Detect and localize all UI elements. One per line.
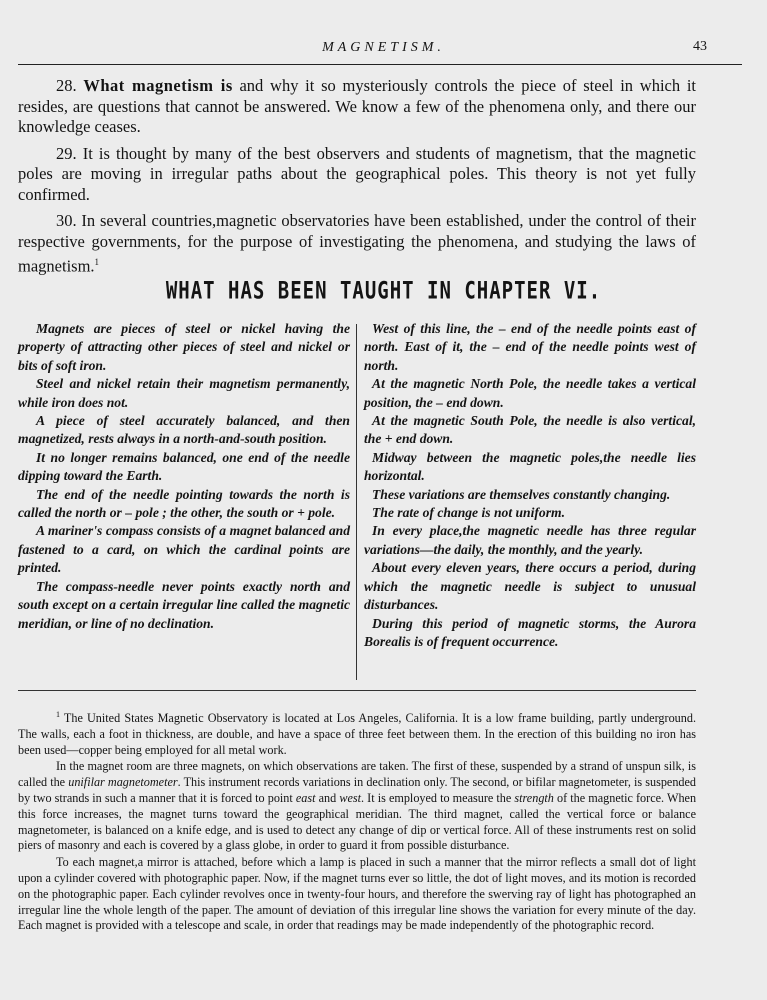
summary-item: A mariner's compass consists of a magnet balanced and fastened to a card, on which the cardinal points are printed. (18, 523, 350, 576)
column-divider (356, 324, 357, 680)
paragraph-29: 29. It is thought by many of the best observers and students of magnetism, that the magnetic poles are moving in irregular paths about the geographical poles. This theory is not yet fully confirmed. (18, 143, 696, 204)
summary-item: The compass-needle never points exactly north and south except on a certain irregular line called the magnetic meridian, or line of no declination. (18, 578, 350, 631)
footnote-2-text-d: of the magnetic force. When this force increases, the magnet turns toward the geographical meridian. The third magnet, called the vertical force or balance magnetometer, is balanced on a knife edge, and is used to detect any change of dip or vertical force. All of these instruments rest on solid piers of masonry and each is covered by a glass globe, in order to guard it from possible disturbance. (18, 791, 697, 853)
chapter-summary-heading: WHAT HAS BEEN TAUGHT IN CHAPTER VI. (165, 277, 602, 305)
summary-item: These variations are themselves constantly changing. (372, 486, 671, 502)
summary-item: At the magnetic North Pole, the needle takes a vertical position, the – end down. (364, 376, 696, 410)
summary-item: During this period of magnetic storms, the Aurora Borealis is of frequent occurrence. (364, 615, 696, 649)
summary-right-column (364, 320, 696, 651)
paragraph-30 (18, 211, 696, 277)
paragraph-28-text: and why it so mysteriously controls the piece of steel in which it resides, are questions that cannot be answered. We know a few of the phenomena only, and there our knowledge ceases. (18, 76, 697, 136)
footnote-mark: 1 (56, 710, 60, 719)
footnote-2-term-east: east (295, 791, 316, 806)
footnote-rule (18, 690, 696, 691)
body-text (18, 76, 696, 283)
paragraph-28-lead: What magnetism is (83, 76, 233, 95)
summary-item: In every place,the magnetic needle has three regular variations—the daily, the monthly, and the yearly. (364, 523, 696, 557)
summary-item: Magnets are pieces of steel or nickel having the property of attracting other pieces of steel and nickel or bits of soft iron. (18, 321, 350, 373)
summary-item: West of this line, the – end of the needle points east of north. East of it, the – end of the needle points west of north. (364, 321, 696, 373)
header-rule (18, 64, 742, 65)
summary-item: The end of the needle pointing towards the north is called the north or – pole ; the other, the south or + pole. (18, 486, 350, 521)
summary-item: At the magnetic South Pole, the needle is also vertical, the + end down. (364, 413, 696, 447)
footnote-1 (18, 707, 696, 758)
footnote-2-text-b: . This instrument records variations in declination only. The second, or bifilar magnetometer, is suspended by two strands in such a manner that it is forced to point (18, 775, 697, 806)
footnote-2-text-a: In the magnet room are three magnets, on which observations are taken. The first of these, suspended by a strand of unspun silk, is called the (18, 759, 696, 790)
summary-left-column (18, 320, 350, 633)
footnote-2-term-strength: strength (514, 791, 554, 806)
footnote-2-text-c: . It is employed to measure the (361, 791, 512, 806)
footnotes (18, 707, 696, 935)
summary-item: Steel and nickel retain their magnetism permanently, while iron does not. (18, 376, 350, 410)
paragraph-28 (18, 76, 696, 138)
page-header (0, 36, 767, 56)
summary-item: About every eleven years, there occurs a period, during which the magnetic needle is subject to unusual disturbances. (364, 560, 696, 613)
chapter-summary (18, 320, 696, 682)
summary-item: Midway between the magnetic poles,the needle lies horizontal. (364, 449, 696, 484)
summary-item: The rate of change is not uniform. (372, 505, 565, 521)
paragraph-30-text: 30. In several countries,magnetic observatories have been established, under the control of their respective governments, for the purpose of investigating the phenomena, and studying the laws of magnetism. (18, 211, 696, 276)
running-title: MAGNETISM. (322, 40, 445, 55)
footnote-ref: 1 (94, 257, 100, 267)
footnote-2 (18, 759, 696, 854)
paragraph-28-number: 28. (56, 76, 77, 95)
page-number: 43 (693, 39, 707, 54)
footnote-3: To each magnet,a mirror is attached, before which a lamp is placed in such a manner that the mirror reflects a small dot of light upon a cylinder covered with photographic paper. Now, if the magnet turns ever so little, the dot of light moves, and its motion is recorded on the photographic paper. Each cylinder revolves once in twenty-four hours, and therefore the swerving ray of light has photographed an irregular line the whole length of the paper. The amount of deviation of this irregular line shows the variation for every minute of the day. Each magnet is provided with a telescope and scale, in order that readings may be made independently of the photographic record. (18, 855, 696, 933)
summary-item: It no longer remains balanced, one end of the needle dipping toward the Earth. (18, 449, 350, 484)
footnote-1-text: The United States Magnetic Observatory is located at Los Angeles, California. It is a low frame building, partly underground. The walls, each a foot in thickness, are double, and have a space of three feet between them. In the erection of this building no iron has been used—copper being employed for all metal work. (18, 711, 696, 757)
footnote-2-term-west: west (339, 791, 362, 806)
summary-item: A piece of steel accurately balanced, and then magnetized, rests always in a north-and-south position. (18, 413, 350, 447)
footnote-2-term-unifilar: unifilar magnetometer (68, 775, 178, 790)
footnote-2-text-and: and (318, 791, 337, 806)
